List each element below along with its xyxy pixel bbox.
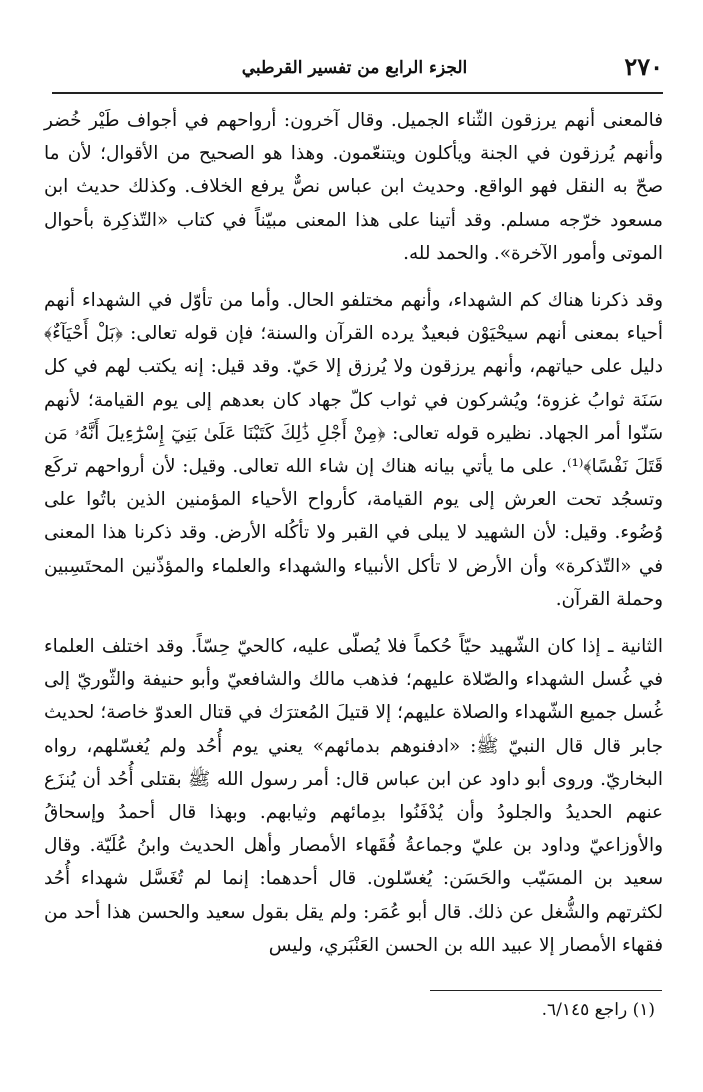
paragraph-3: الثانية ـ إذا كان الشّهيد حيّاً حُكماً فلا يُصلّى عليه، كالحيّ حِسّاً. وقد اختلف العلماء في غُسل الشهداء والصّلاة عليهم؛ فذهب مالك والشافعيّ وأبو حنيفة والثّوريّ إلى غُسل جميع الشّهداء والصلاة عليهم؛ إلا قتيلَ المُعترَك في قتال العدوّ خاصة؛ لحديث جابر قال قال النبيّ ﷺ: «ادفنوهم بدمائهم» يعني يوم أُحُد ولم يُغسّلهم، رواه البخاريّ. وروى أبو داود عن ابن عباس قال: أمر رسول الله ﷺ بقتلى أُحُد أن يُنزَع عنهم الحديدُ والجلودُ وأن يُدْفَنُوا بدِمائهم وثيابهم. وبهذا قال أحمدُ وإسحاقُ والأوزاعيّ وداود بن عليّ وجماعةُ فُقَهاء الأمصار وأهل الحديث وابنُ عُلَيّة. وقال سعيد بن المسَيّب والحَسَن: يُغسّلون. قال أحدهما: إنما لم تُغَسَّل شهداء أُحُد لكثرتهم والشُّغل عن ذلك. قال أبو عُمَر: ولم يقل بقول سعيد والحسن هذا أحد من فقهاء الأمصار إلا عبيد الله بن الحسن العَنْبَري، وليس: [44, 636, 663, 956]
footnote: (١) راجع ٦/١٤٥.: [541, 1000, 655, 1020]
body-text: [44, 104, 663, 962]
page-number: ٢٧٠: [624, 52, 663, 81]
paragraph-2: وقد ذكرنا هناك كم الشهداء، وأنهم مختلفو الحال. وأما من تأوّل في الشهداء أنهم أحياء بمعنى أنهم سيحْيَوْن فبعيدٌ يرده القرآن والسنة؛ فإن قوله تعالى: ﴿بَلْ أَحْيَآءٌ﴾ دليل على حياتهم، وأنهم يرزقون ولا يُرزق إلا حَيّ. وقد قيل: إنه يكتب لهم في كل سَنَة ثوابُ غزوة؛ ويُشركون في ثواب كلّ جهاد كان بعدهم إلى يوم القيامة؛ لأنهم سَنّوا أمر الجهاد. نظيره قوله تعالى: ﴿مِنْ أَجْلِ ذَٰلِكَ كَتَبْنَا عَلَىٰ بَنِيٓ إِسْرَٰٓءِيلَ أَنَّهُۥ مَن قَتَلَ نَفْسًا﴾⁽¹⁾. على ما يأتي بيانه هناك إن شاء الله تعالى. وقيل: لأن أرواحهم تركَع وتسجُد تحت العرش إلى يوم القيامة، كأرواح الأحياء المؤمنين الذين باتُوا على وُضُوء. وقيل: لأن الشهيد لا يبلى في القبر ولا تأكُله الأرض. وقد ذكرنا هذا المعنى في «التّذكرة» وأن الأرض لا تأكل الأنبياء والشهداء والعلماء والمؤذّنين المحتَسِبين وحملة القرآن.: [44, 290, 663, 610]
running-title: الجزء الرابع من تفسير القرطبي: [241, 58, 468, 78]
page-header: [46, 48, 663, 88]
footnote-divider: [430, 990, 662, 991]
paragraph-1: فالمعنى أنهم يرزقون الثّناء الجميل. وقال آخرون: أرواحهم في أجواف طَيْر خُضر وأنهم يُرزقون في الجنة ويأكلون ويتنعّمون. وهذا هو الصحيح من الأقوال؛ لأن ما صحّ به النقل فهو الواقع. وحديث ابن عباس نصٌّ يرفع الخلاف. وكذلك حديث ابن مسعود خرّجه مسلم. وقد أتينا على هذا المعنى مبيّناً في كتاب «التّذكِرة بأحوال الموتى وأمور الآخرة». والحمد لله.: [44, 110, 663, 264]
header-divider: [52, 92, 663, 94]
